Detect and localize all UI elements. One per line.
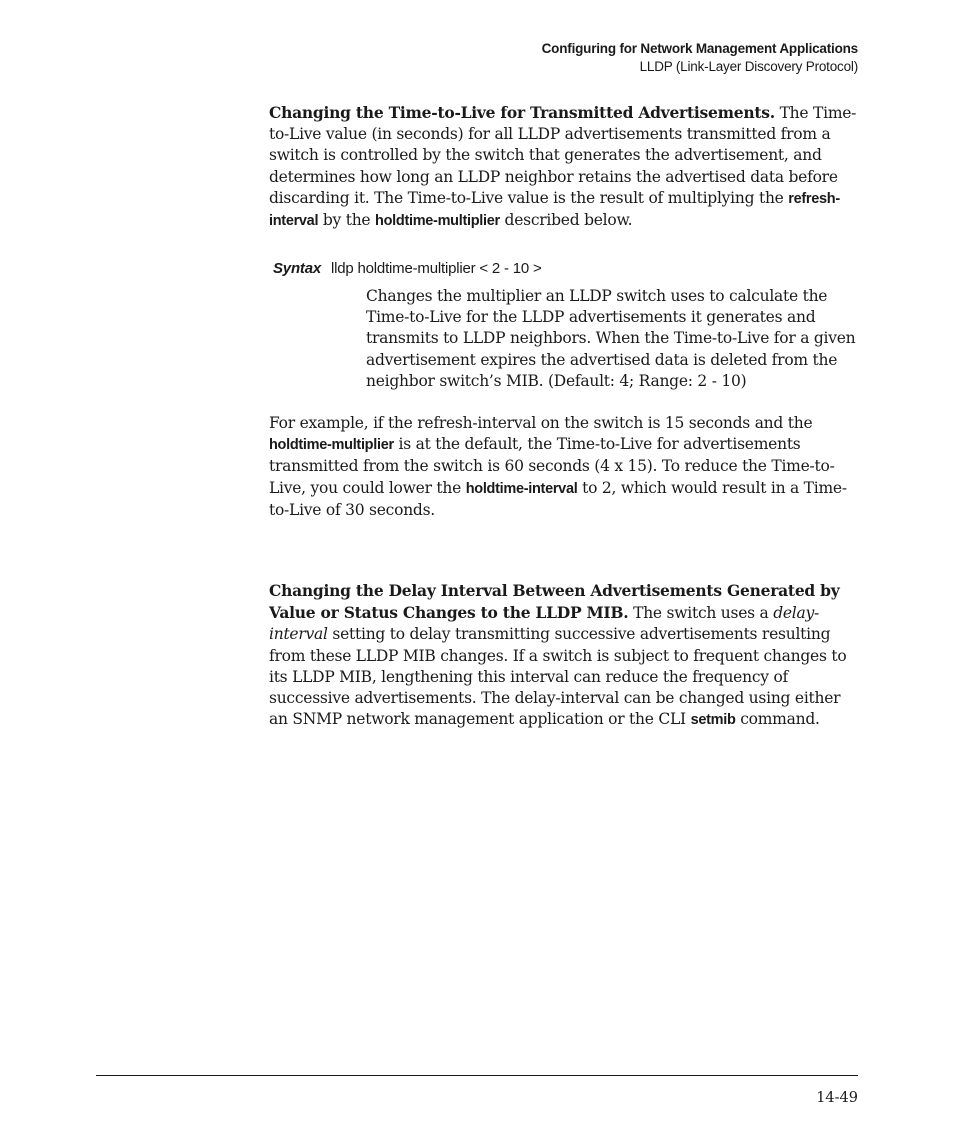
example-text-c: to 2, which would result in a Time-to-Live of 30 seconds. — [269, 478, 847, 519]
refresh-interval-keyword: refresh-interval — [269, 190, 840, 230]
ttl-heading: Changing the Time-to-Live for Transmitted Advertisements. — [269, 103, 775, 122]
holdtime-multiplier-keyword-2: holdtime-multiplier — [269, 437, 394, 454]
holdtime-multiplier-keyword: holdtime-multiplier — [375, 213, 500, 230]
delay-heading: Changing the Delay Interval Between Advertisements Generated by Value or Status Changes to the LLDP MIB. — [269, 581, 840, 623]
ttl-text-c: described below. — [499, 211, 633, 230]
syntax-command: lldp holdtime-multiplier < 2 - 10 > — [331, 260, 542, 277]
delay-text-c: command. — [735, 710, 820, 729]
ttl-text-a: The Time-to-Live value (in seconds) for all LLDP advertisements transmitted from a switch is controlled by the switch that generates the advertisement, and determines how long an LLDP neighbor retains the advertised data before discarding it. The Time-to-Live value is the result of multiplying the — [269, 104, 857, 207]
page-number: 14-49 — [816, 1090, 858, 1106]
delay-text-a: The switch uses a — [628, 604, 774, 623]
delay-interval-term: delay-interval — [269, 604, 819, 644]
chapter-title: Configuring for Network Management Applications — [541, 41, 858, 56]
syntax-label: Syntax — [273, 260, 321, 277]
example-paragraph — [269, 413, 861, 521]
syntax-line — [273, 258, 542, 279]
ttl-paragraph — [269, 102, 861, 232]
example-text-a: For example, if the refresh-interval on the switch is 15 seconds and the — [269, 414, 813, 432]
delay-paragraph — [269, 580, 861, 731]
ttl-text-b: by the — [318, 211, 376, 230]
syntax-description: Changes the multiplier an LLDP switch uses to calculate the Time-to-Live for the LLDP advertisements it generates and transmits to LLDP neighbors. When the Time-to-Live for a given advertisement expires the advertised data is deleted from the neighbor switch’s MIB. (Default: 4; Range: 2 - 10) — [366, 287, 856, 390]
running-header — [542, 40, 858, 76]
holdtime-interval-keyword: holdtime-interval — [465, 480, 578, 497]
section-title: LLDP (Link-Layer Discovery Protocol) — [639, 59, 858, 74]
example-text-b: is at the default, the Time-to-Live for advertisements transmitted from the switch is 60 seconds (4 x 15). To reduce the Time-to-Live, you could lower the — [269, 435, 835, 497]
footer-rule — [96, 1075, 858, 1076]
setmib-keyword: setmib — [690, 712, 736, 729]
delay-text-b: setting to delay transmitting successive advertisements resulting from these LLDP MIB changes. If a switch is subject to frequent changes to its LLDP MIB, lengthening this interval can reduce the frequency of successive advertisements. The delay-interval can be changed using either an SNMP network management application or the CLI — [269, 625, 847, 729]
